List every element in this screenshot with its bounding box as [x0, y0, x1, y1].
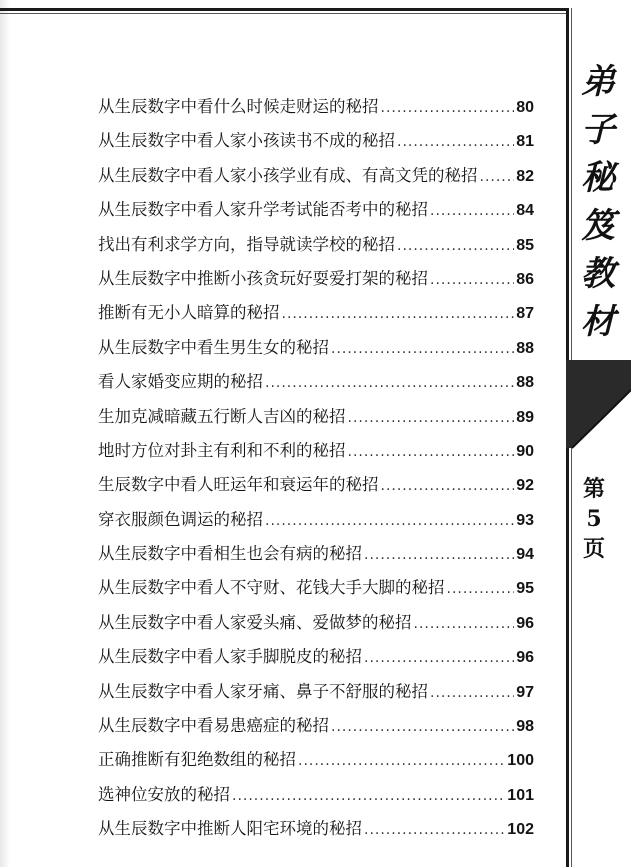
- toc-entry-page: 94: [516, 546, 534, 564]
- page-label-char: 5: [586, 506, 602, 532]
- toc-entry-title: 生辰数字中看人旺运年和衰运年的秘招: [98, 475, 379, 495]
- page-label-char: 第: [582, 476, 605, 502]
- toc-leader-dots: [232, 779, 505, 813]
- toc-entry: [98, 812, 534, 846]
- toc-entry-title: 从生辰数字中推断人阳宅环境的秘招: [98, 819, 362, 839]
- toc-entry-title: 从生辰数字中看人家小孩学业有成、有高文凭的秘招: [98, 165, 478, 185]
- top-rule: [0, 8, 566, 11]
- toc-entry-page: 95: [516, 580, 534, 598]
- toc-entry-title: 从生辰数字中推断小孩贪玩好耍爱打架的秘招: [98, 268, 428, 288]
- sidebar-book-title: [572, 58, 624, 346]
- toc-leader-dots: [430, 676, 514, 710]
- toc-leader-dots: [381, 91, 515, 125]
- toc-entry-page: 85: [516, 236, 534, 254]
- toc-entry-page: 80: [516, 99, 534, 116]
- toc-leader-dots: [298, 744, 505, 778]
- toc-entry-title: 从生辰数字中看人家牙痛、鼻子不舒服的秘招: [98, 681, 428, 701]
- toc-entry-title: 推断有无小人暗算的秘招: [98, 303, 280, 323]
- toc-entry-title: 从生辰数字中看易患癌症的秘招: [98, 716, 329, 736]
- toc-entry-title: 地时方位对卦主有利和不利的秘招: [98, 440, 346, 460]
- toc-entry: [98, 537, 534, 571]
- toc-entry: [98, 262, 534, 296]
- toc-entry-page: 90: [516, 442, 534, 460]
- toc-entry: [98, 709, 534, 743]
- toc-leader-dots: [381, 469, 515, 503]
- toc-entry-title: 从生辰数字中看人家小孩读书不成的秘招: [98, 131, 395, 151]
- toc-leader-dots: [480, 160, 515, 194]
- page-edge-shadow: [0, 0, 10, 867]
- toc-entry: [98, 675, 534, 709]
- toc-entry-page: 81: [516, 133, 534, 151]
- toc-entry: [98, 468, 534, 502]
- title-char: 子: [581, 110, 615, 150]
- toc-entry: [98, 571, 534, 605]
- toc-entry-title: 从生辰数字中看人家爱头痛、爱做梦的秘招: [98, 612, 412, 632]
- toc-entry-title: 从生辰数字中看人家手脚脱皮的秘招: [98, 647, 362, 667]
- toc-leader-dots: [364, 813, 505, 847]
- toc-entry-page: 98: [516, 718, 534, 736]
- toc-leader-dots: [282, 297, 515, 331]
- toc-entry: [98, 90, 534, 124]
- toc-leader-dots: [447, 572, 515, 606]
- title-char: 弟: [581, 62, 615, 102]
- toc-entry-title: 从生辰数字中看什么时候走财运的秘招: [98, 97, 379, 116]
- toc-entry-page: 87: [516, 305, 534, 323]
- table-of-contents: [98, 90, 534, 847]
- toc-leader-dots: [414, 607, 515, 641]
- title-char: 秘: [581, 158, 615, 198]
- toc-entry-page: 92: [516, 477, 534, 495]
- toc-entry: [98, 296, 534, 330]
- toc-entry: [98, 503, 534, 537]
- toc-entry-page: 96: [516, 614, 534, 632]
- toc-entry: [98, 193, 534, 227]
- toc-entry-title: 看人家婚变应期的秘招: [98, 372, 263, 392]
- toc-leader-dots: [348, 401, 515, 435]
- toc-entry-page: 97: [516, 683, 534, 701]
- toc-entry-page: 100: [507, 752, 534, 770]
- toc-leader-dots: [430, 194, 514, 228]
- toc-entry: [98, 400, 534, 434]
- toc-entry: [98, 228, 534, 262]
- page-label-char: 页: [582, 536, 605, 562]
- toc-leader-dots: [265, 504, 514, 538]
- toc-entry-title: 从生辰数字中看相生也会有病的秘招: [98, 544, 362, 564]
- toc-entry: [98, 365, 534, 399]
- page-number-label: [572, 474, 616, 564]
- toc-entry-page: 84: [516, 202, 534, 220]
- title-char: 教: [581, 254, 615, 294]
- toc-leader-dots: [397, 125, 514, 159]
- toc-entry-page: 88: [516, 339, 534, 357]
- toc-entry-page: 102: [507, 821, 534, 839]
- toc-entry-title: 选神位安放的秘招: [98, 784, 230, 804]
- toc-entry: [98, 606, 534, 640]
- sidebar-tab-marker: [566, 360, 631, 450]
- toc-entry: [98, 331, 534, 365]
- toc-entry-title: 穿衣服颜色调运的秘招: [98, 509, 263, 529]
- toc-leader-dots: [265, 366, 514, 400]
- toc-entry: [98, 124, 534, 158]
- title-char: 材: [581, 302, 615, 342]
- toc-entry-title: 从生辰数字中看生男生女的秘招: [98, 337, 329, 357]
- top-rule-thin: [0, 13, 566, 14]
- toc-leader-dots: [364, 641, 514, 675]
- toc-entry-title: 正确推断有犯绝数组的秘招: [98, 750, 296, 770]
- toc-entry-title: 生加克减暗藏五行断人吉凶的秘招: [98, 406, 346, 426]
- toc-leader-dots: [331, 332, 514, 366]
- toc-entry: [98, 743, 534, 777]
- toc-entry-title: 从生辰数字中看人不守财、花钱大手大脚的秘招: [98, 578, 445, 598]
- toc-leader-dots: [331, 710, 514, 744]
- title-char: 笈: [581, 206, 615, 246]
- toc-entry-page: 101: [507, 786, 534, 804]
- toc-entry-title: 找出有利求学方向，指导就读学校的秘招: [98, 234, 395, 254]
- toc-entry: [98, 159, 534, 193]
- toc-leader-dots: [348, 435, 515, 469]
- toc-entry-page: 82: [516, 167, 534, 185]
- toc-entry-title: 从生辰数字中看人家升学考试能否考中的秘招: [98, 200, 428, 220]
- toc-entry-page: 93: [516, 511, 534, 529]
- toc-entry: [98, 778, 534, 812]
- toc-leader-dots: [397, 229, 514, 263]
- toc-leader-dots: [364, 538, 514, 572]
- toc-entry: [98, 434, 534, 468]
- toc-leader-dots: [430, 263, 514, 297]
- toc-entry-page: 89: [516, 408, 534, 426]
- toc-entry-page: 96: [516, 649, 534, 667]
- toc-entry: [98, 640, 534, 674]
- toc-entry-page: 88: [516, 374, 534, 392]
- toc-entry-page: 86: [516, 270, 534, 288]
